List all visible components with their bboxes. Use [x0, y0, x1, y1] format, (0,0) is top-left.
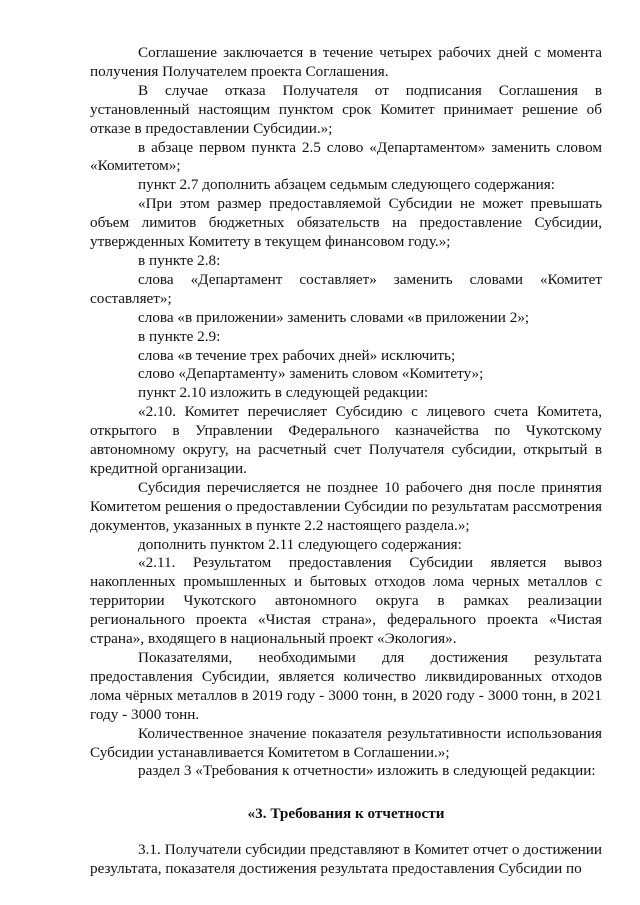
paragraph: в пункте 2.9: — [138, 327, 221, 345]
paragraph: «2.10. Комитет перечисляет Субсидию с лицевого счета Комитета, открытого в Управлении Федерального казначейства по Чукотскому автономному округу, на расчетный счет Получателя субсидии, открытый в кредитной организации. — [90, 403, 602, 477]
paragraph: Соглашение заключается в течение четырех рабочих дней с момента получения Получателем проекта Соглашения. — [90, 44, 602, 80]
paragraph: в пункте 2.8: — [138, 251, 221, 269]
section-heading: «3. Требования к отчетности — [247, 805, 445, 823]
paragraph: В случае отказа Получателя от подписания Соглашения в установленный настоящим пунктом срок Комитет принимает решение об отказе в предоставлении Субсидии.»; — [90, 81, 602, 137]
paragraph: слова «в течение трех рабочих дней» исключить; — [138, 346, 456, 364]
paragraph: в абзаце первом пункта 2.5 слово «Департаментом» заменить словом «Комитетом»; — [90, 138, 602, 175]
paragraph: слово «Департаменту» заменить словом «Комитету»; — [138, 365, 484, 383]
paragraph: 3.1. Получатели субсидии представляют в Комитет отчет о достижении результата, показателя достижения результата предоставления Субсидии по — [90, 841, 602, 878]
paragraph: пункт 2.10 изложить в следующей редакции: — [138, 384, 429, 402]
paragraph: «При этом размер предоставляемой Субсидии не может превышать объем лимитов бюджетных обязательств на предоставление Субсидии, утвержденных Комитету в текущем финансовом году.»; — [90, 195, 602, 251]
paragraph: «2.11. Результатом предоставления Субсидии является вывоз накопленных промышленных и бытовых отходов лома черных металлов с территории Чукотского автономного округа в рамках реализации регионального проекта «Чистая страна», федерального проекта «Чистая страна», входящего в национальный проект «Экология». — [90, 554, 602, 648]
paragraph: слова «Департамент составляет» заменить словами «Комитет составляет»; — [90, 270, 602, 307]
paragraph: слова «в приложении» заменить словами «в приложении 2»; — [138, 308, 530, 326]
paragraph: Количественное значение показателя результативности использования Субсидии устанавливается Комитетом в Соглашении.»; — [90, 724, 602, 761]
paragraph: пункт 2.7 дополнить абзацем седьмым следующего содержания: — [138, 176, 555, 194]
paragraph: раздел 3 «Требования к отчетности» изложить в следующей редакции: — [138, 762, 596, 780]
paragraph: дополнить пунктом 2.11 следующего содержания: — [138, 535, 462, 553]
document-page — [90, 44, 602, 879]
paragraph: Субсидия перечисляется не позднее 10 рабочего дня после принятия Комитетом решения о предоставлении Субсидии по результатам рассмотрения документов, указанных в пункте 2.2 настоящего раздела.»; — [90, 478, 602, 534]
paragraph: Показателями, необходимыми для достижения результата предоставления Субсидии, является количество ликвидированных отходов лома чёрных металлов в 2019 году - 3000 тонн, в 2020 году - 3000 тонн, в 2021 году - 3000 тонн. — [90, 649, 602, 723]
